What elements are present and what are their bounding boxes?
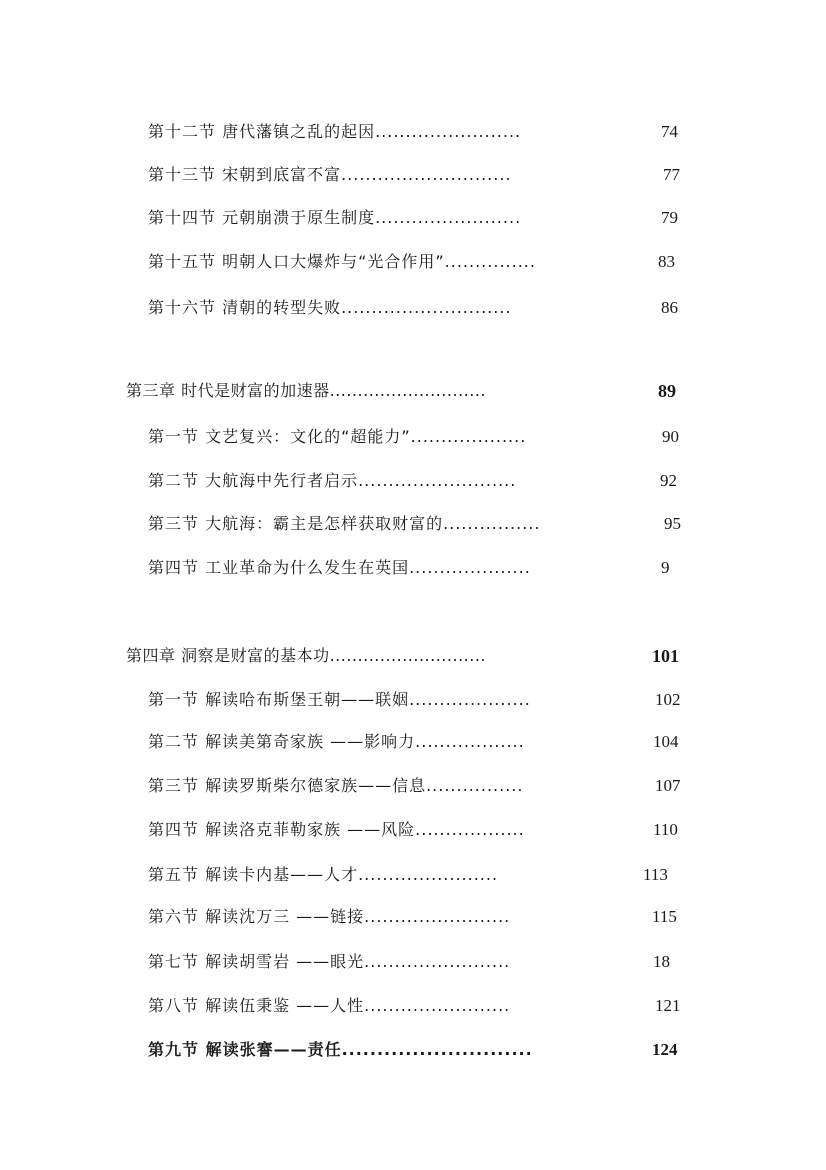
toc-entry-ch4-section-9[interactable] xyxy=(148,1035,684,1065)
toc-entry-title: 第二节 大航海中先行者启示.......................... xyxy=(148,471,517,490)
toc-chapter-title: 第四章 洞察是财富的基本功............................ xyxy=(126,646,486,665)
toc-entry-page: 110 xyxy=(653,820,678,839)
toc-entry-page: 104 xyxy=(653,732,679,751)
toc-entry-ch4-section-4[interactable] xyxy=(148,815,684,845)
toc-entry-page: 107 xyxy=(655,776,681,795)
toc-entry-ch3-section-1[interactable] xyxy=(148,422,684,452)
toc-entry-page: 124 xyxy=(652,1040,678,1059)
toc-entry-title: 第四节 解读洛克菲勒家族 ——风险.................. xyxy=(148,820,525,839)
toc-entry-title: 第五节 解读卡内基——人才....................... xyxy=(148,865,499,884)
toc-entry-page: 92 xyxy=(660,471,677,490)
toc-entry-page: 9 xyxy=(661,558,670,577)
toc-entry-title: 第六节 解读沈万三 ——链接........................ xyxy=(148,907,511,926)
toc-entry-page: 95 xyxy=(664,514,681,533)
toc-entry-page: 90 xyxy=(662,427,679,446)
toc-chapter-title: 第三章 时代是财富的加速器............................ xyxy=(126,381,486,400)
toc-entry-page: 121 xyxy=(655,996,681,1015)
toc-entry-ch3-section-3[interactable] xyxy=(148,509,684,539)
toc-entry-title: 第十五节 明朝人口大爆炸与“光合作用”............... xyxy=(148,252,536,271)
toc-entry-ch4-section-5[interactable] xyxy=(148,860,684,890)
toc-entry-ch4-section-1[interactable] xyxy=(148,685,684,715)
toc-entry-page: 102 xyxy=(655,690,681,709)
toc-entry-section-16[interactable] xyxy=(148,293,684,323)
toc-entry-ch3-section-2[interactable] xyxy=(148,466,684,496)
toc-entry-ch4-section-2[interactable] xyxy=(148,727,684,757)
toc-entry-title: 第一节 文艺复兴：文化的“超能力”................... xyxy=(148,427,527,446)
toc-entry-chapter-3[interactable] xyxy=(126,376,686,406)
toc-chapter-page: 89 xyxy=(658,381,676,401)
toc-entry-title: 第十二节 唐代藩镇之乱的起因........................ xyxy=(148,122,522,141)
toc-entry-page: 83 xyxy=(658,252,675,271)
toc-entry-title: 第二节 解读美第奇家族 ——影响力.................. xyxy=(148,732,525,751)
toc-entry-title: 第十三节 宋朝到底富不富............................ xyxy=(148,165,512,184)
toc-entry-ch4-section-7[interactable] xyxy=(148,947,684,977)
toc-entry-title: 第十六节 清朝的转型失败............................ xyxy=(148,298,512,317)
toc-entry-title: 第十四节 元朝崩溃于原生制度........................ xyxy=(148,208,522,227)
toc-entry-title: 第九节 解读张謇——责任........................... xyxy=(148,1040,533,1059)
toc-entry-ch3-section-4[interactable] xyxy=(148,553,684,583)
toc-entry-ch4-section-3[interactable] xyxy=(148,771,684,801)
toc-entry-page: 77 xyxy=(663,165,680,184)
toc-entry-section-15[interactable] xyxy=(148,247,684,277)
toc-entry-chapter-4[interactable] xyxy=(126,641,686,671)
toc-entry-ch4-section-8[interactable] xyxy=(148,991,684,1021)
toc-entry-section-13[interactable] xyxy=(148,160,684,190)
toc-entry-title: 第四节 工业革命为什么发生在英国.................... xyxy=(148,558,531,577)
toc-entry-section-14[interactable] xyxy=(148,203,684,233)
toc-entry-page: 113 xyxy=(643,865,668,884)
toc-entry-title: 第三节 解读罗斯柴尔德家族——信息................ xyxy=(148,776,524,795)
toc-entry-page: 86 xyxy=(661,298,678,317)
toc-entry-page: 79 xyxy=(661,208,678,227)
toc-entry-page: 18 xyxy=(653,952,670,971)
toc-entry-ch4-section-6[interactable] xyxy=(148,902,684,932)
toc-entry-title: 第八节 解读伍秉鉴 ——人性........................ xyxy=(148,996,511,1015)
toc-entry-title: 第三节 大航海：霸主是怎样获取财富的................ xyxy=(148,514,541,533)
toc-entry-section-12[interactable] xyxy=(148,117,684,147)
toc-chapter-page: 101 xyxy=(652,646,679,666)
toc-entry-page: 74 xyxy=(661,122,678,141)
toc-entry-title: 第七节 解读胡雪岩 ——眼光........................ xyxy=(148,952,511,971)
toc-entry-page: 115 xyxy=(652,907,677,926)
toc-entry-title: 第一节 解读哈布斯堡王朝——联姻.................... xyxy=(148,690,531,709)
